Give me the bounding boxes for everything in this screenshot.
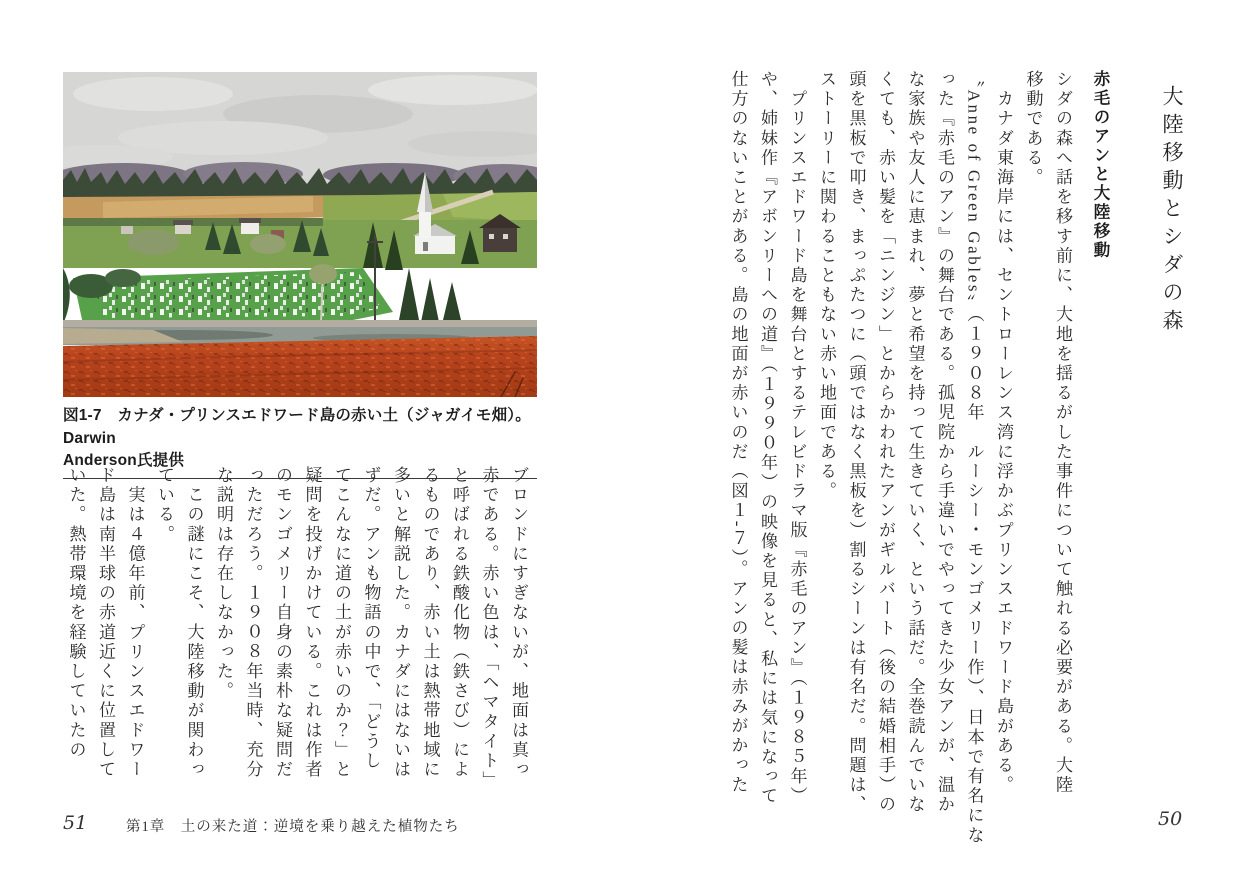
text-column: な説明は存在しなかった。 [214, 466, 233, 702]
figure-caption-line2: Anderson氏提供 [63, 452, 185, 469]
text-column: ストーリーに関わることもない赤い地面である。 [817, 70, 836, 502]
text-column: ずだ。アンも物語の中で、「どうし [361, 466, 381, 772]
page-number-right: 50 [1158, 808, 1183, 830]
text-column: プリンスエドワード島を舞台とするテレビドラマ版『赤毛のアン』（１９８５年） [787, 70, 807, 807]
text-column: シダの森へ話を移す前に、大地を揺るがした事件について触れる必要がある。大陸 [1053, 70, 1072, 796]
text-column: 赤である。赤い色は、「ヘマタイト」 [479, 466, 499, 791]
text-column: くても、赤い髪を「ニンジン」とからかわれたアンがギルバート（後の結婚相手）の [876, 70, 895, 815]
text-column: るものであり、赤い土は熱帯地域に [420, 466, 440, 780]
section-heading: 赤毛のアンと大陸移動 [1091, 70, 1109, 260]
text-column: 仕方のないことがある。島の地面が赤いのだ（図１‐７）。アンの髪は赤みがかった [728, 70, 748, 795]
text-column: この謎にこそ、大陸移動が関わっ [184, 466, 204, 780]
page-number-left: 51 [63, 812, 88, 834]
left-page-body-text [63, 466, 533, 800]
text-column: 実は４億年前、プリンスエドワー [125, 466, 145, 780]
text-column: ている。 [155, 466, 174, 545]
text-column: や、姉妹作『アボンリーへの道』（１９９０年）の映像を見ると、私には気になって [758, 70, 777, 807]
figure-photo-red-soil-field [63, 72, 537, 397]
text-column: いた。熱帯環境を経験していたの [66, 466, 86, 760]
text-column: っただろう。１９０８年当時、充分 [243, 466, 263, 780]
text-column: 移動である。 [1023, 70, 1043, 188]
figure-caption-line1: 図1-7 カナダ・プリンスエドワード島の赤い土（ジャガイモ畑）。Darwin [63, 407, 531, 447]
text-column: ド島は南半球の赤道近くに位置して [96, 466, 115, 780]
text-column: ブロンドにすぎないが、地面は真っ [509, 466, 528, 780]
chapter-title: 大陸移動とシダの森 [1160, 85, 1184, 337]
text-column: てこんなに道の土が赤いのか？」と [332, 466, 351, 780]
right-page-body-text [723, 70, 1188, 846]
text-column: 疑問を投げかけている。これは作者 [302, 466, 322, 780]
text-column: のモンゴメリー自身の素朴な疑問だ [273, 466, 292, 780]
chapter-running-title: 第1章 土の来た道：逆境を乗り越えた植物たち [126, 819, 460, 835]
text-column: った『赤毛のアン』の舞台である。孤児院から手違いでやってきた少女アンが、温か [935, 70, 954, 815]
text-column: 〝Anne of Green Gables〟（１９０８年 ルーシー・モンゴメリー作）、日本で有名にな [964, 70, 984, 846]
figure-1-7 [63, 72, 537, 479]
text-column: な家族や友人に恵まれ、夢と希望を持って生きていく、という話だ。全巻読んでいな [905, 70, 925, 815]
text-column: と呼ばれる鉄酸化物（鉄さび）によ [450, 466, 469, 780]
text-column: 多いと解説した。カナダにはないは [391, 466, 410, 780]
text-column: カナダ東海岸には、セントローレンス湾に浮かぶプリンスエドワード島がある。 [994, 70, 1013, 796]
text-column: 頭を黒板で叩き、まっぷたつに（頭ではなく黒板を）割るシーンは有名だ。問題は、 [846, 70, 866, 815]
